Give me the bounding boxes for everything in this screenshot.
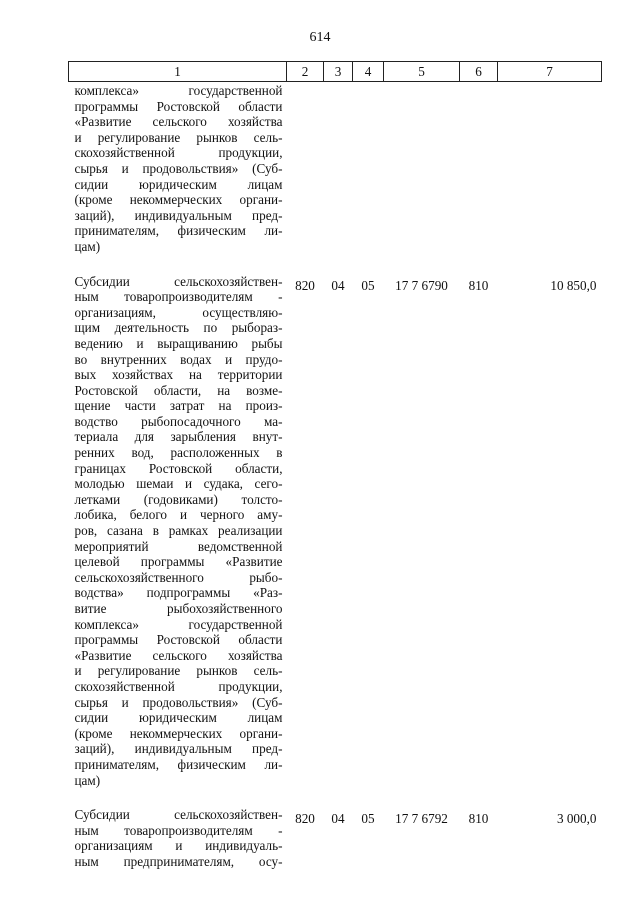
expense-type-code: 810: [468, 811, 489, 827]
description-line: водства» подпрограммы «Раз-: [74, 585, 283, 601]
description-line: ведению и выращиванию рыбы: [74, 335, 283, 351]
description-line: скохозяйственной продукции,: [74, 145, 283, 161]
table-row: [69, 274, 602, 789]
section-code: 04: [331, 811, 345, 827]
row-spacer: [69, 255, 602, 274]
ministry-code: 820: [295, 811, 315, 827]
description-line: «Развитие сельского хозяйства: [74, 114, 283, 130]
description-line: и регулирование рынков сель-: [74, 129, 283, 145]
row-spacer: [69, 788, 602, 807]
description-line: водство рыбопосадочного ма-: [74, 413, 283, 429]
ministry-code: 820: [295, 277, 315, 293]
target-article-code: 17 7 6790: [395, 277, 448, 293]
description-line: программы Ростовской области: [74, 632, 283, 648]
description-line: цам): [74, 238, 101, 254]
description-line: и регулирование рынков сель-: [74, 663, 283, 679]
description-line: организациям и индивидуаль-: [74, 838, 283, 854]
table-row: [69, 82, 602, 255]
description-line: ным товаропроизводителям -: [74, 822, 283, 838]
description-line: вых хозяйствах на территории: [74, 367, 283, 383]
description-line: сырья и продовольствия» (Суб-: [74, 694, 283, 710]
description-line: программы Ростовской области: [74, 98, 283, 114]
description-line: сырья и продовольствия» (Суб-: [74, 160, 283, 176]
amount: 10 850,0: [550, 277, 597, 293]
description-line: мероприятий ведомственной: [74, 538, 283, 554]
description-line: сельскохозяйственного рыбо-: [74, 569, 283, 585]
page-number: 614: [309, 30, 331, 45]
budget-table: [68, 61, 602, 870]
amount: [498, 82, 602, 255]
target-article-code: [384, 82, 460, 255]
description-line: организациям, осуществляю-: [74, 304, 283, 320]
subsection-code: 05: [361, 811, 375, 827]
subsection-code: [353, 82, 384, 255]
description-line: цам): [74, 772, 101, 788]
table-header-row: [69, 62, 602, 82]
table-row: [69, 807, 602, 869]
description-line: Субсидии сельскохозяйствен-: [74, 807, 283, 823]
table-body: [69, 82, 602, 870]
description-line: молодью шемаи и судака, сего-: [74, 476, 283, 492]
column-header: 7: [498, 62, 602, 82]
description-line: щение части затрат на произ-: [74, 398, 283, 414]
row-description: [69, 274, 287, 789]
description-line: ным товаропроизводителям -: [74, 289, 283, 305]
description-line: заций), индивидуальным пред-: [74, 207, 283, 223]
description-line: сидии юридическим лицам: [74, 176, 283, 192]
section-code: 04: [331, 277, 345, 293]
description-line: (кроме некоммерческих органи-: [74, 725, 283, 741]
column-header: 2: [287, 62, 324, 82]
description-line: скохозяйственной продукции,: [74, 678, 283, 694]
description-line: комплекса» государственной: [74, 83, 283, 98]
description-line: Ростовской области, на возме-: [74, 382, 283, 398]
description-line: сидии юридическим лицам: [74, 710, 283, 726]
description-line: ным предпринимателям, осу-: [74, 853, 283, 869]
section-code: [324, 82, 353, 255]
description-line: комплекса» государственной: [74, 616, 283, 632]
description-line: витие рыбохозяйственного: [74, 601, 283, 616]
column-header: 4: [353, 62, 384, 82]
description-line: териала для зарыбления внут-: [74, 429, 283, 445]
subsection-code: 05: [361, 277, 375, 293]
column-header: 1: [69, 62, 287, 82]
description-line: границах Ростовской области,: [74, 460, 283, 476]
description-line: целевой программы «Развитие: [74, 554, 283, 570]
description-line: ренних вод, расположенных в: [74, 445, 283, 461]
description-line: щим деятельность по рыбораз-: [74, 320, 283, 336]
column-header: 3: [324, 62, 353, 82]
ministry-code: [287, 82, 324, 255]
target-article-code: 17 7 6792: [395, 811, 448, 827]
row-description: [69, 82, 287, 255]
description-line: принимателям, физическим ли-: [74, 756, 283, 772]
amount: 3 000,0: [556, 811, 597, 827]
description-line: «Развитие сельского хозяйства: [74, 647, 283, 663]
description-line: лобика, белого и черного аму-: [74, 507, 283, 523]
expense-type-code: [460, 82, 498, 255]
row-description: [69, 807, 287, 869]
column-header: 5: [384, 62, 460, 82]
column-header: 6: [460, 62, 498, 82]
description-line: летками (годовиками) толсто-: [74, 491, 283, 507]
description-line: Субсидии сельскохозяйствен-: [74, 273, 283, 289]
description-line: во внутренних водах и прудо-: [74, 351, 283, 367]
description-line: ров, сазана в рамках реализации: [74, 523, 283, 539]
expense-type-code: 810: [468, 277, 489, 293]
description-line: принимателям, физическим ли-: [74, 223, 283, 239]
description-line: заций), индивидуальным пред-: [74, 741, 283, 757]
description-line: (кроме некоммерческих органи-: [74, 192, 283, 208]
